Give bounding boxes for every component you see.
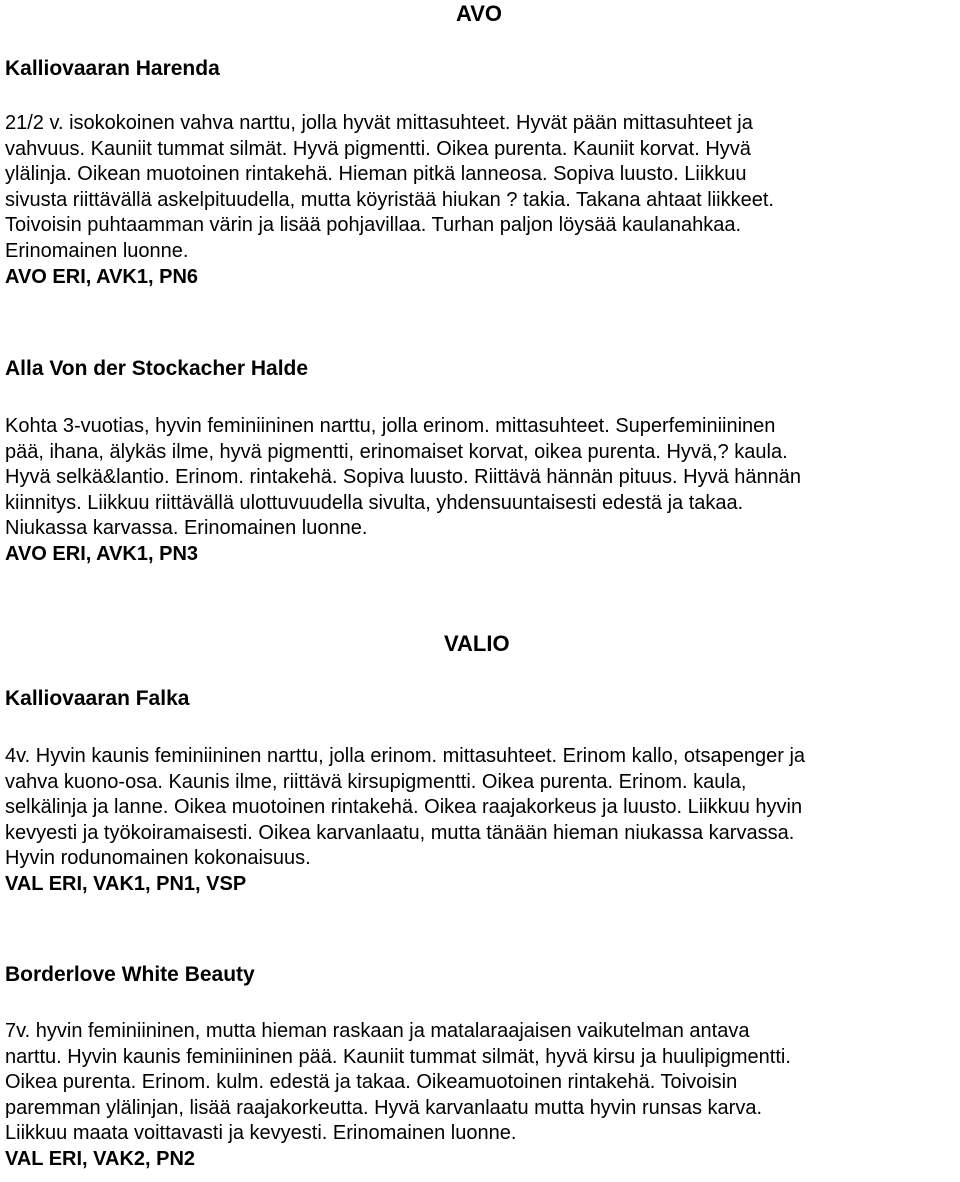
critique-line: vahvuus. Kauniit tummat silmät. Hyvä pigmentti. Oikea purenta. Kauniit korvat. Hyvä — [5, 137, 751, 160]
dog-name-kalliovaaran-falka: Kalliovaaran Falka — [5, 687, 190, 710]
critique-kalliovaaran-harenda — [5, 111, 959, 290]
critique-line: Niukassa karvassa. Erinomainen luonne. — [5, 517, 368, 540]
critique-line: kevyesti ja työkoiramaisesti. Oikea karvanlaatu, mutta tänään hieman niukassa karvassa. — [5, 821, 795, 844]
critique-line: Toivoisin puhtaamman värin ja lisää pohjavillaa. Turhan paljon löysää kaulanahkaa. — [5, 214, 742, 237]
critique-line: 21/2 v. isokokoinen vahva narttu, jolla hyvät mittasuhteet. Hyvät pään mittasuhteet ja — [5, 112, 753, 134]
critique-line: Kohta 3-vuotias, hyvin feminiininen narttu, jolla erinom. mittasuhteet. Superfeminiininen — [5, 415, 776, 437]
critique-kalliovaaran-falka — [5, 744, 959, 898]
critique-line: 7v. hyvin feminiininen, mutta hieman raskaan ja matalaraajaisen vaikutelman antava — [5, 1020, 750, 1042]
dog-name-kalliovaaran-harenda: Kalliovaaran Harenda — [5, 57, 220, 80]
critique-line: vahva kuono-osa. Kaunis ilme, riittävä kirsupigmentti. Oikea purenta. Erinom. kaula, — [5, 770, 747, 793]
critique-line: 4v. Hyvin kaunis feminiininen narttu, jolla erinom. mittasuhteet. Erinom kallo, otsapenger ja — [5, 745, 806, 767]
critique-line: pää, ihana, älykäs ilme, hyvä pigmentti, erinomaiset korvat, oikea purenta. Hyvä,? kaula. — [5, 440, 788, 463]
critique-line: selkälinja ja lanne. Oikea muotoinen rintakehä. Oikea raajakorkeus ja luusto. Liikkuu hyvin — [5, 796, 803, 819]
critique-line: kiinnitys. Liikkuu riittävällä ulottuvuudella sivulta, yhdensuuntaisesti edestä ja takaa. — [5, 491, 744, 514]
critique-line: ylälinja. Oikean muotoinen rintakehä. Hieman pitkä lanneosa. Sopiva luusto. Liikkuu — [5, 163, 747, 186]
section-heading-avo: AVO — [456, 1, 503, 26]
critique-line: narttu. Hyvin kaunis feminiininen pää. Kauniit tummat silmät, hyvä kirsu ja huulipigmentti. — [5, 1045, 791, 1068]
critique-line: Oikea purenta. Erinom. kulm. edestä ja takaa. Oikeamuotoinen rintakehä. Toivoisin — [5, 1071, 738, 1094]
result-line: VAL ERI, VAK2, PN2 — [5, 1147, 196, 1170]
critique-line: Erinomainen luonne. — [5, 239, 189, 262]
critique-alla-von-der-stockacher-halde — [5, 414, 959, 568]
dog-name-borderlove-white-beauty: Borderlove White Beauty — [5, 963, 255, 986]
critique-borderlove-white-beauty — [5, 1019, 959, 1173]
critique-line: Hyvä selkä&lantio. Erinom. rintakehä. Sopiva luusto. Riittävä hännän pituus. Hyvä hännän — [5, 466, 802, 489]
critique-line: sivusta riittävällä askelpituudella, mutta köyristää hiukan ? takia. Takana ahtaat liikkeet. — [5, 188, 774, 211]
section-heading-valio: VALIO — [444, 631, 510, 656]
critique-line: Liikkuu maata voittavasti ja kevyesti. Erinomainen luonne. — [5, 1122, 517, 1145]
critique-line: paremman ylälinjan, lisää raajakorkeutta. Hyvä karvanlaatu mutta hyvin runsas karva. — [5, 1096, 763, 1119]
result-line: VAL ERI, VAK1, PN1, VSP — [5, 872, 247, 895]
critique-line: Hyvin rodunomainen kokonaisuus. — [5, 847, 311, 870]
result-line: AVO ERI, AVK1, PN6 — [5, 265, 199, 288]
result-line: AVO ERI, AVK1, PN3 — [5, 542, 199, 565]
dog-name-alla-von-der-stockacher-halde: Alla Von der Stockacher Halde — [5, 357, 309, 380]
